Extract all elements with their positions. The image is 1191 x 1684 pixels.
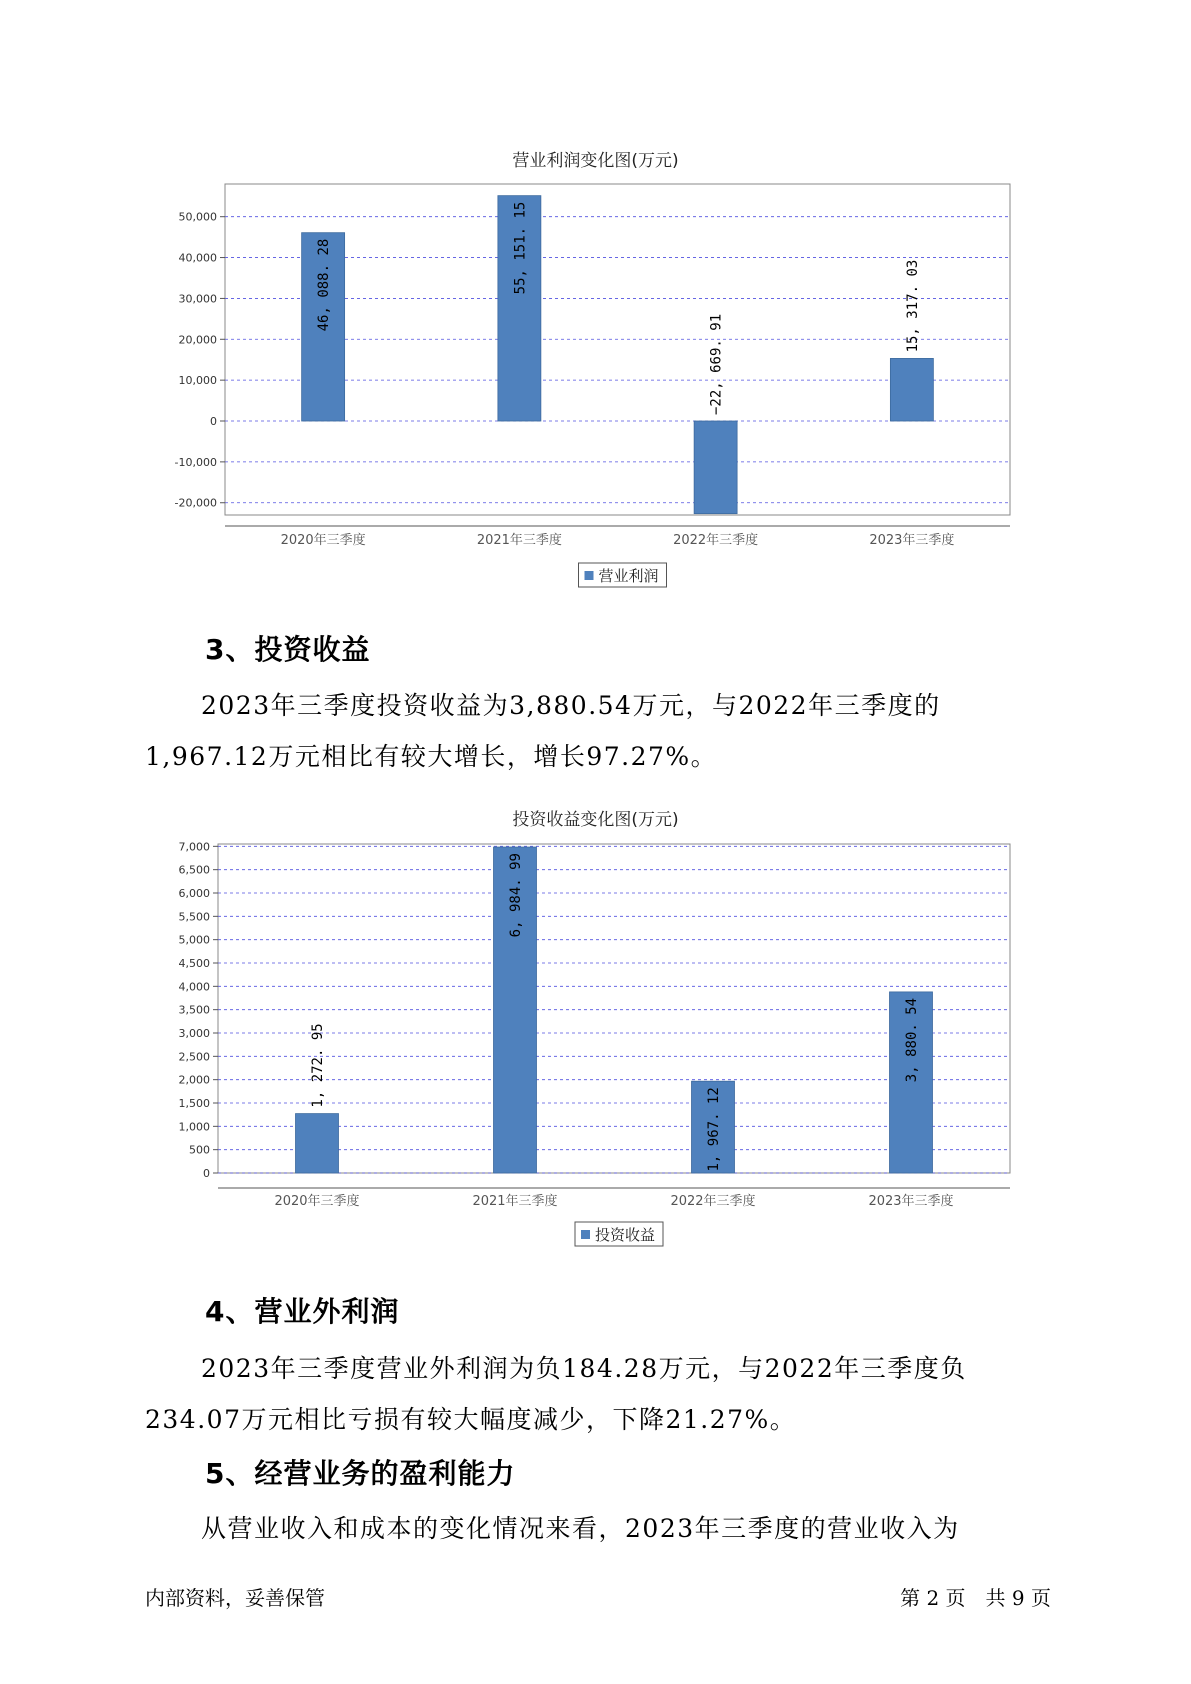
bar bbox=[694, 421, 737, 514]
y-tick-label: 2,000 bbox=[178, 1073, 210, 1087]
y-tick-label: -10,000 bbox=[174, 455, 217, 469]
y-tick-label: 6,000 bbox=[178, 887, 210, 900]
y-tick-label: 10,000 bbox=[178, 374, 217, 388]
category-label: 2023年三季度 bbox=[869, 533, 955, 548]
category-label: 2020年三季度 bbox=[274, 1194, 360, 1209]
value-label: 1, 272. 95 bbox=[310, 1023, 326, 1108]
y-tick-label: 5,000 bbox=[178, 933, 210, 947]
legend-label: 投资收益 bbox=[595, 1226, 656, 1244]
bar bbox=[296, 1114, 339, 1173]
y-tick-label: 500 bbox=[189, 1143, 210, 1157]
legend-swatch bbox=[581, 1230, 590, 1239]
y-tick-label: 7,000 bbox=[178, 840, 210, 854]
y-tick-label: 1,500 bbox=[178, 1097, 210, 1110]
legend-label: 营业利润 bbox=[598, 567, 659, 585]
y-tick-label: 2,500 bbox=[178, 1050, 210, 1064]
y-tick-label: 1,000 bbox=[178, 1120, 210, 1134]
footer-page-number: 第 2 页 共 9 页 bbox=[900, 1586, 1051, 1610]
y-tick-label: 0 bbox=[203, 1167, 210, 1180]
y-tick-label: 3,000 bbox=[178, 1027, 210, 1040]
category-label: 2021年三季度 bbox=[472, 1194, 558, 1209]
y-tick-label: 50,000 bbox=[178, 210, 217, 224]
chart-title-investment-income: 投资收益变化图(万元) bbox=[512, 810, 679, 830]
value-label: 3, 880. 54 bbox=[904, 997, 920, 1083]
section-paragraph-investment-income: 2023年三季度投资收益为3,880.54万元，与2022年三季度的1,967.12万元相比有较大增长，增长97.27%。 bbox=[145, 691, 941, 771]
y-tick-label: 30,000 bbox=[178, 292, 217, 306]
section-heading-profitability: 5、经营业务的盈利能力 bbox=[205, 1457, 516, 1490]
category-label: 2020年三季度 bbox=[280, 533, 366, 548]
legend-swatch bbox=[585, 571, 594, 580]
value-label: 6, 984. 99 bbox=[508, 853, 524, 938]
category-label: 2022年三季度 bbox=[673, 533, 759, 548]
y-tick-label: 4,000 bbox=[178, 980, 210, 994]
y-tick-label: 3,500 bbox=[178, 1003, 210, 1017]
category-label: 2023年三季度 bbox=[868, 1194, 954, 1209]
operating-profit-chart bbox=[0, 150, 1191, 590]
value-label: 55, 151. 15 bbox=[512, 201, 529, 295]
category-label: 2021年三季度 bbox=[476, 533, 562, 548]
y-tick-label: 20,000 bbox=[178, 333, 217, 347]
footer-confidential-note: 内部资料，妥善保管 bbox=[145, 1586, 325, 1610]
section-paragraph-non-operating-profit: 2023年三季度营业外利润为负184.28万元，与2022年三季度负234.07万元相比亏损有较大幅度减少，下降21.27%。 bbox=[145, 1354, 967, 1434]
value-label: −22, 669. 91 bbox=[708, 313, 725, 416]
bar bbox=[890, 358, 933, 421]
section-heading-investment-income: 3、投资收益 bbox=[205, 633, 371, 666]
chart-title-operating-profit: 营业利润变化图(万元) bbox=[512, 151, 679, 171]
section-heading-non-operating-profit: 4、营业外利润 bbox=[205, 1295, 400, 1328]
y-tick-label: 40,000 bbox=[178, 251, 217, 265]
section-paragraph-profitability: 从营业收入和成本的变化情况来看，2023年三季度的营业收入为 bbox=[201, 1514, 960, 1543]
value-label: 1, 967. 12 bbox=[706, 1087, 722, 1172]
value-label: 15, 317. 03 bbox=[904, 259, 921, 353]
y-tick-label: 0 bbox=[210, 415, 217, 429]
y-tick-label: -20,000 bbox=[174, 496, 217, 510]
category-label: 2022年三季度 bbox=[670, 1194, 756, 1209]
y-tick-label: 6,500 bbox=[178, 863, 210, 877]
value-label: 46, 088. 28 bbox=[316, 238, 333, 332]
investment-income-chart bbox=[0, 830, 1191, 1270]
y-tick-label: 5,500 bbox=[178, 910, 210, 924]
y-tick-label: 4,500 bbox=[178, 957, 210, 970]
